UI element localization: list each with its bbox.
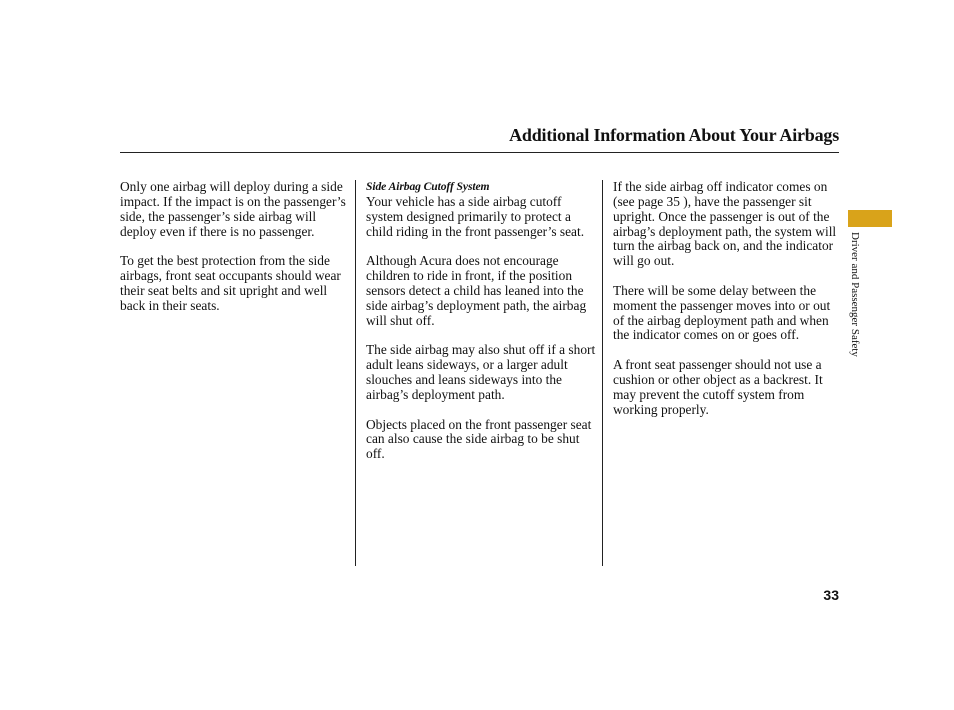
title-rule	[120, 152, 839, 153]
middle-paragraph-4: Objects placed on the front passenger seat can also cause the side airbag to be shut off.	[366, 416, 592, 462]
right-paragraph-2: There will be some delay between the moment the passenger moves into or out of the airbag deployment path and when the indicator comes on or goes off.	[613, 282, 831, 343]
right-paragraph-3: A front seat passenger should not use a cushion or other object as a backrest. It may prevent the cutoff system from working properly.	[613, 357, 823, 417]
left-column	[120, 180, 346, 328]
middle-paragraph-3: The side airbag may also shut off if a short adult leans sideways, or a larger adult slouches and leans sideways into the airbag’s deployment path.	[366, 342, 596, 402]
section-side-label: Driver and Passenger Safety	[849, 232, 861, 357]
right-column	[613, 180, 841, 432]
page-title: Additional Information About Your Airbags	[509, 125, 839, 145]
left-paragraph-2: To get the best protection from the side airbags, front seat occupants should wear their seat belts and sit upright and well back in their seats.	[120, 253, 341, 313]
right-paragraph-1: If the side airbag off indicator comes on (see page 35 ), have the passenger sit upright. Once the passenger is out of the airbag’s deployment path, the system will turn the airbag back on, and the indicator will go out.	[613, 179, 837, 269]
left-paragraph-1: Only one airbag will deploy during a side impact. If the impact is on the passenger’s side, the passenger’s side airbag will deploy even if there is no passenger.	[120, 179, 346, 239]
section-tab	[848, 210, 892, 227]
column-divider-1	[355, 180, 356, 566]
page-number: 33	[823, 587, 839, 603]
middle-column	[366, 180, 598, 477]
section-heading: Side Airbag Cutoff System	[366, 180, 490, 193]
column-divider-2	[602, 180, 603, 566]
middle-paragraph-1: Your vehicle has a side airbag cutoff system designed primarily to protect a child riding in the front passenger’s seat.	[366, 193, 585, 239]
middle-paragraph-2: Although Acura does not encourage children to ride in front, if the position sensors detect a child has leaned into the side airbag’s deployment path, the airbag will shut off.	[366, 253, 587, 328]
